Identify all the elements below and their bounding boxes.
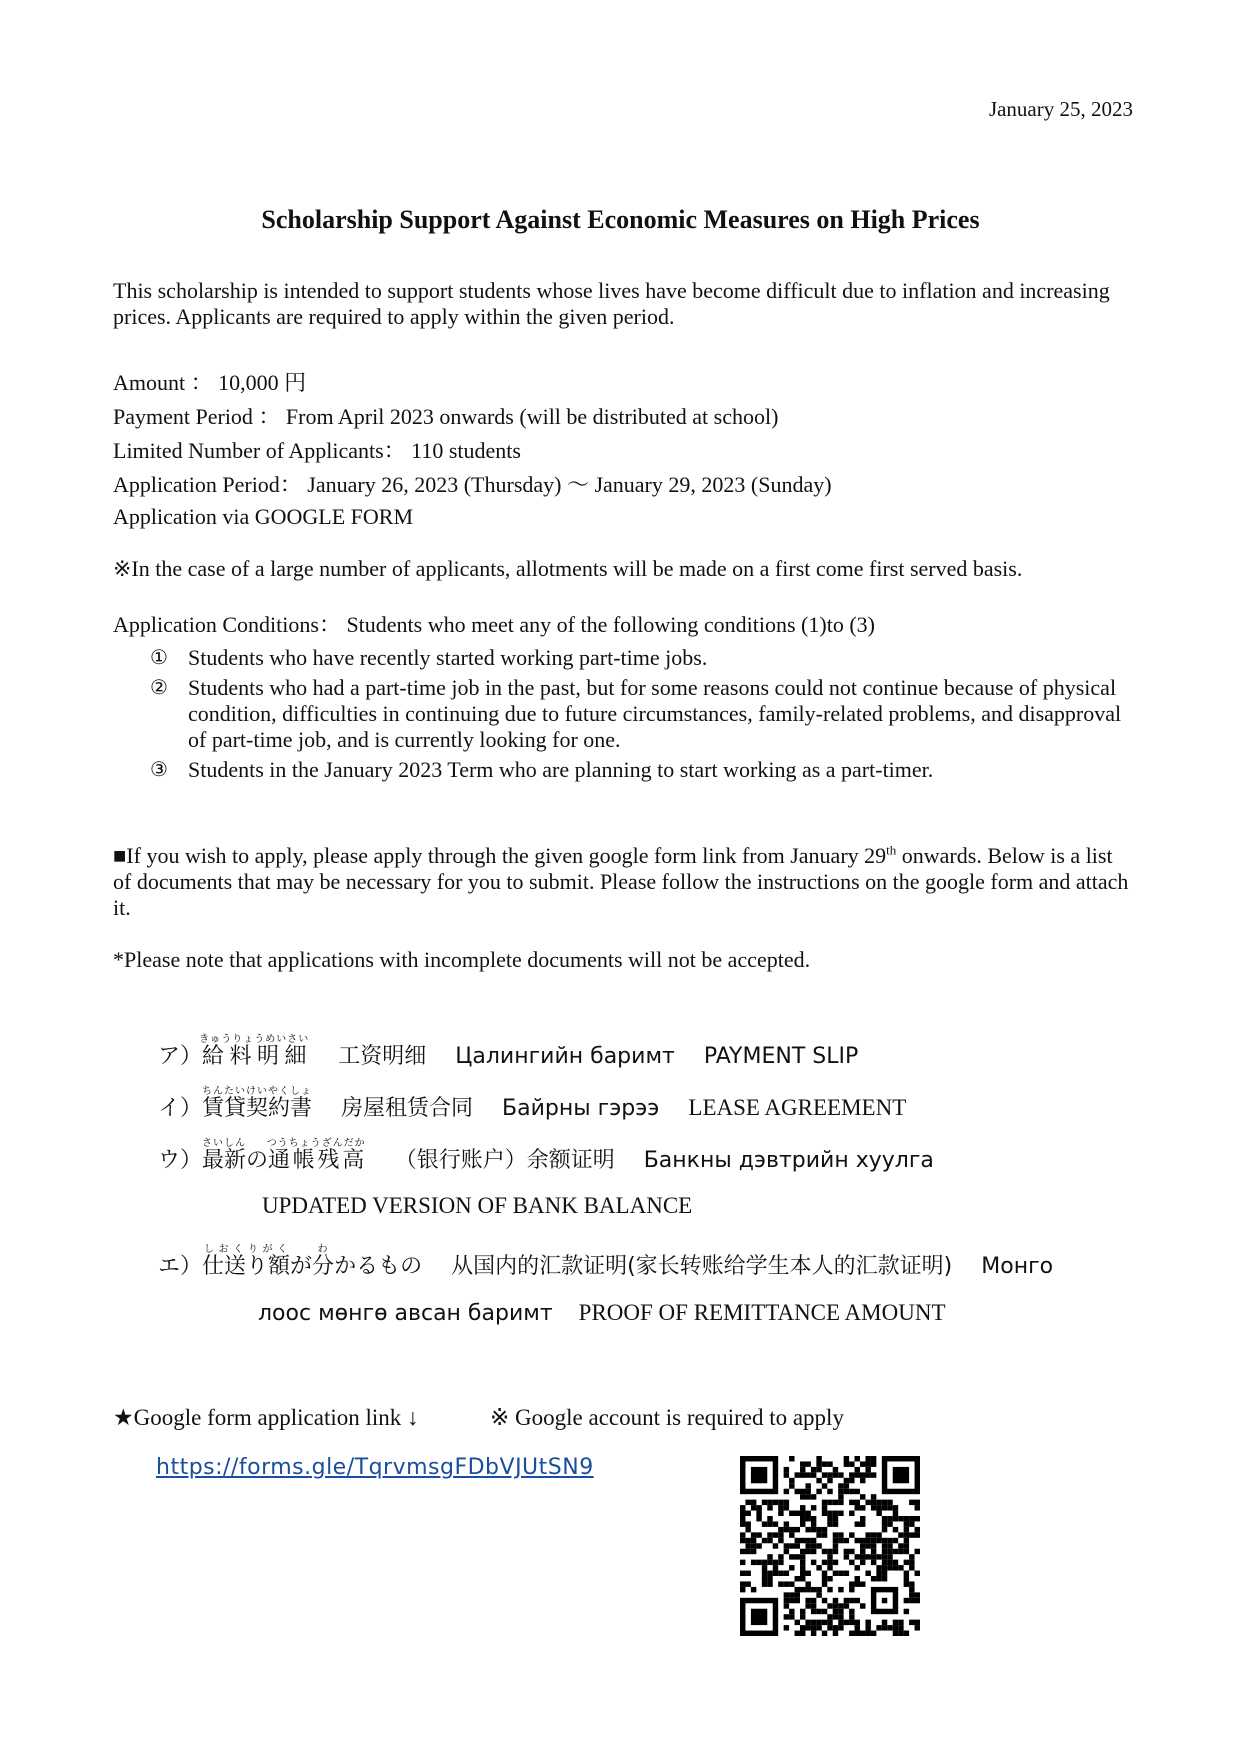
- page-title: Scholarship Support Against Economic Measures on High Prices: [261, 205, 980, 234]
- doc-mn-part1: Монго: [981, 1254, 1054, 1279]
- payment-period-line: Payment Period ： From April 2023 onwards (will be distributed at school): [113, 404, 779, 429]
- condition-number: ①: [150, 645, 168, 669]
- condition-text: Students who had a part-time job in the past, but for some reasons could not continue because of physical condition, difficulties in continuing due to future circumstances, family-related problems, and disapproval of part-time job, and is currently looking for one.: [188, 675, 1122, 752]
- qr-code-icon[interactable]: [740, 1456, 920, 1636]
- doc-mn: Банкны дэвтрийн хуулга: [643, 1148, 934, 1173]
- doc-marker: ウ）: [158, 1148, 203, 1173]
- document-item-b: [158, 1086, 906, 1122]
- first-come-note: ※In the case of a large number of applicants, allotments will be made on a first come first served basis.: [113, 556, 1023, 581]
- doc-mn: Байрны гэрээ: [502, 1096, 660, 1121]
- document-item-d-line2: [258, 1300, 946, 1326]
- condition-text: Students who have recently started working part-time jobs.: [188, 645, 708, 670]
- doc-marker: ア）: [158, 1044, 203, 1069]
- doc-zh: （银行账户）余额证明: [394, 1148, 615, 1173]
- document-date: January 25, 2023: [988, 97, 1133, 121]
- doc-jp: 賃貸契約書: [202, 1096, 313, 1121]
- amount-line: Amount ： 10,000 円: [113, 370, 307, 395]
- condition-number: ③: [150, 757, 168, 781]
- doc-en: LEASE AGREEMENT: [688, 1095, 907, 1120]
- doc-mn-part2: лоос мөнгө авсан баримт: [258, 1301, 553, 1326]
- google-form-link-label: ★Google form application link ↓: [113, 1405, 419, 1430]
- doc-zh: 工资明细: [338, 1044, 427, 1069]
- doc-marker: エ）: [158, 1254, 203, 1279]
- apply-instructions: [113, 843, 1133, 921]
- document-item-a: [158, 1034, 858, 1070]
- doc-en: UPDATED VERSION OF BANK BALANCE: [262, 1193, 693, 1218]
- conditions-heading: Application Conditions： Students who meet any of the following conditions (1)to (3): [113, 612, 875, 637]
- incomplete-documents-note: *Please note that applications with incomplete documents will not be accepted.: [113, 947, 811, 972]
- doc-zh: 从国内的汇款证明(家长转账给学生本人的汇款证明): [451, 1254, 953, 1279]
- apply-text-part1: ■If you wish to apply, please apply through the given google form link from January 29: [113, 843, 887, 868]
- condition-text: Students in the January 2023 Term who are planning to start working as a part-timer.: [188, 757, 934, 782]
- doc-mn: Цалингийн баримт: [455, 1044, 675, 1069]
- google-account-note: ※ Google account is required to apply: [490, 1405, 844, 1430]
- apply-sup: th: [886, 842, 897, 858]
- doc-ruby: きゅうりょうめいさい: [199, 1034, 310, 1045]
- condition-number: ②: [150, 675, 168, 699]
- doc-marker: イ）: [158, 1096, 203, 1121]
- doc-en: PROOF OF REMITTANCE AMOUNT: [578, 1300, 946, 1325]
- limited-number-line: Limited Number of Applicants： 110 students: [113, 438, 521, 463]
- doc-en: PAYMENT SLIP: [703, 1044, 859, 1069]
- document-item-d: エ）仕送り額しおくりがくが分わかるもの 从国内的汇款证明(家长转账给学生本人的汇款证明) Монго: [158, 1244, 1054, 1279]
- doc-zh: 房屋租赁合同: [341, 1096, 474, 1121]
- intro-paragraph: This scholarship is intended to support students whose lives have become difficult due to inflation and increasing prices. Applicants are required to apply within the given period.: [113, 278, 1110, 329]
- doc-ruby: ちんたいけいやくしょ: [202, 1086, 313, 1097]
- application-via-line: Application via GOOGLE FORM: [113, 504, 414, 529]
- google-form-url-link[interactable]: https://forms.gle/TqrvmsgFDbVJUtSN9: [156, 1455, 594, 1480]
- apply-text-part2: onwards. Below is a list of documents that may be necessary for you to submit. Please follow the instructions on the google form and attach it.: [113, 843, 1129, 920]
- doc-jp: 給料明細: [199, 1044, 310, 1069]
- application-period-line: Application Period： January 26, 2023 (Thursday) ～ January 29, 2023 (Sunday): [113, 472, 832, 497]
- document-item-c: ウ）最新さいしんの通帳残高つうちょうざんだか （银行账户）余额证明 Банкны дэвтрийн хуулга: [158, 1138, 934, 1173]
